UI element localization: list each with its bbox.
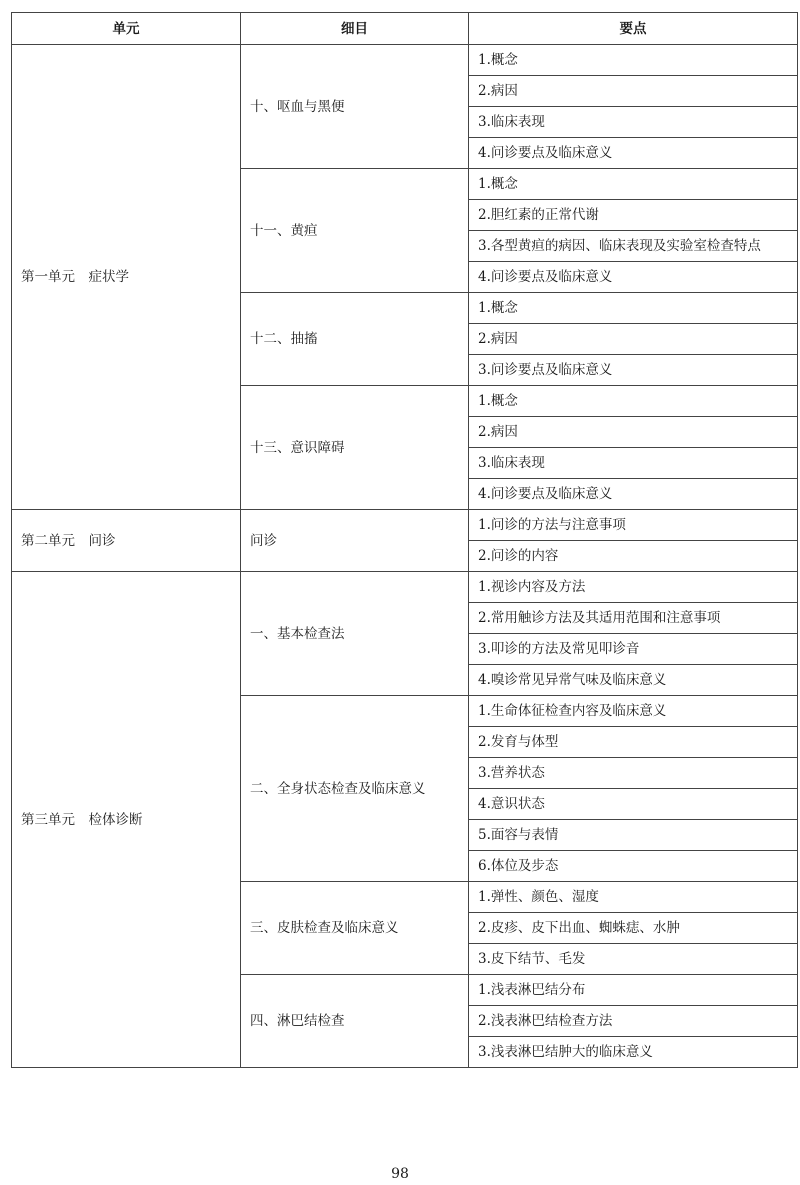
header-row: [12, 13, 798, 45]
point-cell: 1.弹性、颜色、湿度: [469, 882, 798, 913]
unit-cell: 第二单元 问诊: [12, 510, 241, 572]
unit-cell: 第三单元 检体诊断: [12, 572, 241, 1068]
point-cell: 1.问诊的方法与注意事项: [469, 510, 798, 541]
point-cell: 6.体位及步态: [469, 851, 798, 882]
point-cell: 4.问诊要点及临床意义: [469, 479, 798, 510]
point-cell: 1.概念: [469, 169, 798, 200]
point-cell: 1.概念: [469, 45, 798, 76]
point-cell: 2.胆红素的正常代谢: [469, 200, 798, 231]
point-cell: 2.常用触诊方法及其适用范围和注意事项: [469, 603, 798, 634]
item-cell: 三、皮肤检查及临床意义: [241, 882, 469, 975]
item-cell: 问诊: [241, 510, 469, 572]
point-cell: 1.生命体征检查内容及临床意义: [469, 696, 798, 727]
table-row: [12, 45, 798, 76]
syllabus-table: [11, 12, 798, 1068]
unit-cell: 第一单元 症状学: [12, 45, 241, 510]
point-cell: 2.发育与体型: [469, 727, 798, 758]
point-cell: 3.问诊要点及临床意义: [469, 355, 798, 386]
point-cell: 2.病因: [469, 76, 798, 107]
point-cell: 3.临床表现: [469, 448, 798, 479]
table-row: [12, 510, 798, 541]
point-cell: 1.概念: [469, 293, 798, 324]
point-cell: 3.皮下结节、毛发: [469, 944, 798, 975]
table-row: [12, 572, 798, 603]
point-cell: 2.皮疹、皮下出血、蜘蛛痣、水肿: [469, 913, 798, 944]
point-cell: 2.病因: [469, 417, 798, 448]
point-cell: 3.临床表现: [469, 107, 798, 138]
point-cell: 4.问诊要点及临床意义: [469, 138, 798, 169]
header-item: 细目: [241, 13, 469, 45]
header-unit: 单元: [12, 13, 241, 45]
point-cell: 1.浅表淋巴结分布: [469, 975, 798, 1006]
header-point: 要点: [469, 13, 798, 45]
point-cell: 1.概念: [469, 386, 798, 417]
point-cell: 4.意识状态: [469, 789, 798, 820]
point-cell: 4.问诊要点及临床意义: [469, 262, 798, 293]
item-cell: 十二、抽搐: [241, 293, 469, 386]
point-cell: 3.浅表淋巴结肿大的临床意义: [469, 1037, 798, 1068]
point-cell: 3.叩诊的方法及常见叩诊音: [469, 634, 798, 665]
point-cell: 4.嗅诊常见异常气味及临床意义: [469, 665, 798, 696]
item-cell: 一、基本检查法: [241, 572, 469, 696]
point-cell: 1.视诊内容及方法: [469, 572, 798, 603]
point-cell: 5.面容与表情: [469, 820, 798, 851]
item-cell: 十三、意识障碍: [241, 386, 469, 510]
item-cell: 十、呕血与黑便: [241, 45, 469, 169]
point-cell: 3.营养状态: [469, 758, 798, 789]
page-number: 98: [391, 1166, 409, 1182]
table-body: [12, 45, 798, 1068]
point-cell: 2.浅表淋巴结检查方法: [469, 1006, 798, 1037]
point-cell: 3.各型黄疸的病因、临床表现及实验室检查特点: [469, 231, 798, 262]
point-cell: 2.病因: [469, 324, 798, 355]
item-cell: 二、全身状态检查及临床意义: [241, 696, 469, 882]
point-cell: 2.问诊的内容: [469, 541, 798, 572]
item-cell: 十一、黄疸: [241, 169, 469, 293]
item-cell: 四、淋巴结检查: [241, 975, 469, 1068]
